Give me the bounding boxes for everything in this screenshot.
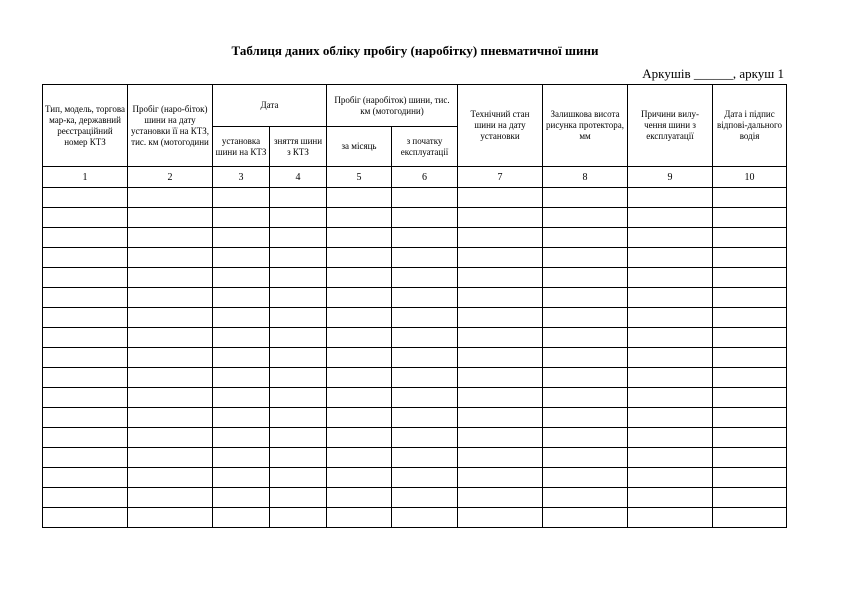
table-cell[interactable] [327, 368, 392, 388]
table-cell[interactable] [270, 268, 327, 288]
table-cell[interactable] [327, 428, 392, 448]
table-cell[interactable] [327, 468, 392, 488]
table-cell[interactable] [213, 248, 270, 268]
table-cell[interactable] [327, 228, 392, 248]
table-cell[interactable] [213, 328, 270, 348]
table-cell[interactable] [213, 308, 270, 328]
table-cell[interactable] [392, 488, 458, 508]
table-cell[interactable] [713, 448, 787, 468]
table-row [43, 488, 787, 508]
table-cell[interactable] [128, 268, 213, 288]
table-cell[interactable] [213, 348, 270, 368]
table-cell[interactable] [270, 428, 327, 448]
table-cell[interactable] [543, 488, 628, 508]
table-cell[interactable] [713, 188, 787, 208]
table-cell[interactable] [628, 388, 713, 408]
table-cell[interactable] [43, 208, 128, 228]
table-cell[interactable] [628, 308, 713, 328]
table-cell[interactable] [543, 328, 628, 348]
table-cell[interactable] [128, 188, 213, 208]
table-cell[interactable] [628, 248, 713, 268]
table-cell[interactable] [543, 368, 628, 388]
table-cell[interactable] [458, 368, 543, 388]
table-cell[interactable] [43, 308, 128, 328]
table-cell[interactable] [270, 328, 327, 348]
table-cell[interactable] [392, 348, 458, 368]
table-cell[interactable] [128, 468, 213, 488]
table-cell[interactable] [392, 368, 458, 388]
table-cell[interactable] [327, 388, 392, 408]
table-row [43, 268, 787, 288]
column-number-row [43, 167, 787, 188]
table-cell[interactable] [713, 508, 787, 528]
table-cell[interactable] [128, 288, 213, 308]
table-cell[interactable] [270, 408, 327, 428]
table-cell[interactable] [458, 488, 543, 508]
table-cell[interactable] [458, 288, 543, 308]
table-row [43, 308, 787, 328]
table-cell[interactable] [327, 308, 392, 328]
table-cell[interactable] [128, 308, 213, 328]
tire-mileage-table [42, 84, 787, 528]
header-row-top [43, 85, 787, 127]
table-cell[interactable] [392, 388, 458, 408]
table-cell[interactable] [543, 408, 628, 428]
header-install-date: установка шини на КТЗ [213, 127, 270, 167]
table-cell[interactable] [628, 348, 713, 368]
table-cell[interactable] [458, 228, 543, 248]
table-cell[interactable] [458, 348, 543, 368]
header-removal-reason: Причини вилу-чення шини з експлуатації [628, 85, 713, 167]
table-cell[interactable] [270, 368, 327, 388]
table-cell[interactable] [458, 188, 543, 208]
table-row [43, 248, 787, 268]
table-cell[interactable] [543, 428, 628, 448]
table-cell[interactable] [458, 428, 543, 448]
table-cell[interactable] [43, 408, 128, 428]
table-cell[interactable] [43, 508, 128, 528]
table-cell[interactable] [628, 508, 713, 528]
table-cell[interactable] [392, 428, 458, 448]
table-cell[interactable] [43, 488, 128, 508]
table-cell[interactable] [270, 508, 327, 528]
table-cell[interactable] [713, 308, 787, 328]
table-cell[interactable] [270, 248, 327, 268]
table-row [43, 188, 787, 208]
table-cell[interactable] [270, 468, 327, 488]
table-cell[interactable] [543, 208, 628, 228]
table-cell[interactable] [270, 188, 327, 208]
table-cell[interactable] [43, 328, 128, 348]
table-cell[interactable] [43, 268, 128, 288]
table-row [43, 428, 787, 448]
table-cell[interactable] [128, 408, 213, 428]
header-mileage-at-install: Пробіг (наро-біток) шини на дату установки її на КТЗ, тис. км (мотогодини [128, 85, 213, 167]
table-cell[interactable] [543, 448, 628, 468]
table-row [43, 288, 787, 308]
table-cell[interactable] [43, 368, 128, 388]
table-cell[interactable] [213, 468, 270, 488]
table-row [43, 448, 787, 468]
table-cell[interactable] [392, 328, 458, 348]
table-row [43, 348, 787, 368]
table-cell[interactable] [543, 228, 628, 248]
table-row [43, 408, 787, 428]
table-cell[interactable] [128, 368, 213, 388]
table-cell[interactable] [458, 328, 543, 348]
table-cell[interactable] [458, 308, 543, 328]
document-title: Таблиця даних обліку пробігу (наробітку) пневматичної шини [231, 43, 599, 58]
header-mileage-total: з початку експлуатації [392, 127, 458, 167]
table-cell[interactable] [713, 468, 787, 488]
table-cell[interactable] [392, 228, 458, 248]
column-number: 7 [458, 167, 543, 188]
table-cell[interactable] [458, 268, 543, 288]
table-cell[interactable] [713, 268, 787, 288]
table-cell[interactable] [327, 208, 392, 228]
table-cell[interactable] [543, 508, 628, 528]
table-cell[interactable] [213, 188, 270, 208]
table-cell[interactable] [327, 408, 392, 428]
table-cell[interactable] [327, 328, 392, 348]
column-number: 3 [213, 167, 270, 188]
table-cell[interactable] [128, 348, 213, 368]
table-cell[interactable] [327, 488, 392, 508]
table-cell[interactable] [270, 488, 327, 508]
column-number: 8 [543, 167, 628, 188]
table-cell[interactable] [628, 368, 713, 388]
table-cell[interactable] [392, 248, 458, 268]
header-date-group: Дата [213, 85, 327, 127]
table-cell[interactable] [543, 308, 628, 328]
table-cell[interactable] [213, 388, 270, 408]
table-cell[interactable] [43, 228, 128, 248]
table-row [43, 468, 787, 488]
table-row [43, 208, 787, 228]
header-tread-depth: Залишкова висота рисунка протектора, мм [543, 85, 628, 167]
table-cell[interactable] [128, 448, 213, 468]
table-cell[interactable] [628, 328, 713, 348]
header-removal-date: зняття шини з КТЗ [270, 127, 327, 167]
table-cell[interactable] [458, 208, 543, 228]
table-cell[interactable] [392, 508, 458, 528]
table-cell[interactable] [628, 428, 713, 448]
header-mileage-month: за місяць [327, 127, 392, 167]
table-cell[interactable] [543, 188, 628, 208]
table-row [43, 368, 787, 388]
table-cell[interactable] [628, 288, 713, 308]
table-cell[interactable] [458, 448, 543, 468]
column-number: 5 [327, 167, 392, 188]
table-cell[interactable] [392, 448, 458, 468]
table-cell[interactable] [213, 228, 270, 248]
table-cell[interactable] [43, 188, 128, 208]
table-cell[interactable] [327, 448, 392, 468]
table-cell[interactable] [327, 248, 392, 268]
table-cell[interactable] [543, 348, 628, 368]
table-cell[interactable] [628, 208, 713, 228]
table-cell[interactable] [713, 368, 787, 388]
table-cell[interactable] [213, 208, 270, 228]
table-cell[interactable] [128, 428, 213, 448]
table-cell[interactable] [458, 508, 543, 528]
table-cell[interactable] [543, 468, 628, 488]
table-cell[interactable] [713, 228, 787, 248]
table-cell[interactable] [458, 468, 543, 488]
table-cell[interactable] [43, 448, 128, 468]
table-cell[interactable] [327, 288, 392, 308]
table-row [43, 508, 787, 528]
table-cell[interactable] [392, 468, 458, 488]
table-cell[interactable] [713, 408, 787, 428]
table-cell[interactable] [213, 368, 270, 388]
table-cell[interactable] [458, 388, 543, 408]
table-cell[interactable] [43, 248, 128, 268]
table-cell[interactable] [270, 348, 327, 368]
table-cell[interactable] [128, 208, 213, 228]
table-cell[interactable] [43, 288, 128, 308]
table-cell[interactable] [628, 468, 713, 488]
table-row [43, 228, 787, 248]
table-cell[interactable] [628, 488, 713, 508]
table-cell[interactable] [43, 428, 128, 448]
table-cell[interactable] [458, 248, 543, 268]
table-cell[interactable] [628, 188, 713, 208]
table-cell[interactable] [392, 408, 458, 428]
column-number: 4 [270, 167, 327, 188]
table-cell[interactable] [713, 488, 787, 508]
table-cell[interactable] [270, 308, 327, 328]
table-cell[interactable] [327, 508, 392, 528]
table-cell[interactable] [128, 488, 213, 508]
table-cell[interactable] [392, 288, 458, 308]
table-cell[interactable] [43, 468, 128, 488]
table-cell[interactable] [543, 288, 628, 308]
table-cell[interactable] [327, 268, 392, 288]
header-date-signature: Дата і підпис відпові-дального водія [713, 85, 787, 167]
header-mileage-group: Пробіг (наробіток) шини, тис. км (мотогодини) [327, 85, 458, 127]
table-cell[interactable] [270, 288, 327, 308]
table-cell[interactable] [628, 408, 713, 428]
column-number: 6 [392, 167, 458, 188]
table-cell[interactable] [713, 328, 787, 348]
table-cell[interactable] [628, 268, 713, 288]
table-cell[interactable] [327, 348, 392, 368]
column-number: 2 [128, 167, 213, 188]
table-cell[interactable] [327, 188, 392, 208]
table-cell[interactable] [392, 208, 458, 228]
table-cell[interactable] [270, 448, 327, 468]
table-cell[interactable] [392, 308, 458, 328]
table-cell[interactable] [543, 268, 628, 288]
table-cell[interactable] [713, 248, 787, 268]
table-row [43, 328, 787, 348]
table-cell[interactable] [43, 348, 128, 368]
table-cell[interactable] [713, 428, 787, 448]
table-cell[interactable] [270, 388, 327, 408]
table-cell[interactable] [213, 428, 270, 448]
table-cell[interactable] [213, 408, 270, 428]
table-cell[interactable] [213, 508, 270, 528]
table-cell[interactable] [43, 388, 128, 408]
table-cell[interactable] [213, 268, 270, 288]
table-cell[interactable] [128, 248, 213, 268]
table-cell[interactable] [543, 248, 628, 268]
table-cell[interactable] [392, 268, 458, 288]
header-vehicle: Тип, модель, торгова мар-ка, державний реєстраційний номер КТЗ [43, 85, 128, 167]
header-technical-condition: Технічний стан шини на дату установки [458, 85, 543, 167]
table-cell[interactable] [213, 448, 270, 468]
table-cell[interactable] [713, 208, 787, 228]
table-cell[interactable] [713, 348, 787, 368]
table-cell[interactable] [270, 228, 327, 248]
table-row [43, 388, 787, 408]
table-cell[interactable] [128, 508, 213, 528]
column-number: 9 [628, 167, 713, 188]
table-cell[interactable] [270, 208, 327, 228]
table-cell[interactable] [128, 228, 213, 248]
table-cell[interactable] [213, 288, 270, 308]
table-cell[interactable] [628, 228, 713, 248]
table-cell[interactable] [713, 288, 787, 308]
sheet-count-line: Аркушів ______, аркуш 1 [642, 66, 784, 81]
table-cell[interactable] [628, 448, 713, 468]
column-number: 10 [713, 167, 787, 188]
table-cell[interactable] [713, 388, 787, 408]
table-cell[interactable] [128, 328, 213, 348]
column-number: 1 [43, 167, 128, 188]
table-cell[interactable] [543, 388, 628, 408]
table-cell[interactable] [213, 488, 270, 508]
table-cell[interactable] [458, 408, 543, 428]
table-cell[interactable] [128, 388, 213, 408]
table-cell[interactable] [392, 188, 458, 208]
